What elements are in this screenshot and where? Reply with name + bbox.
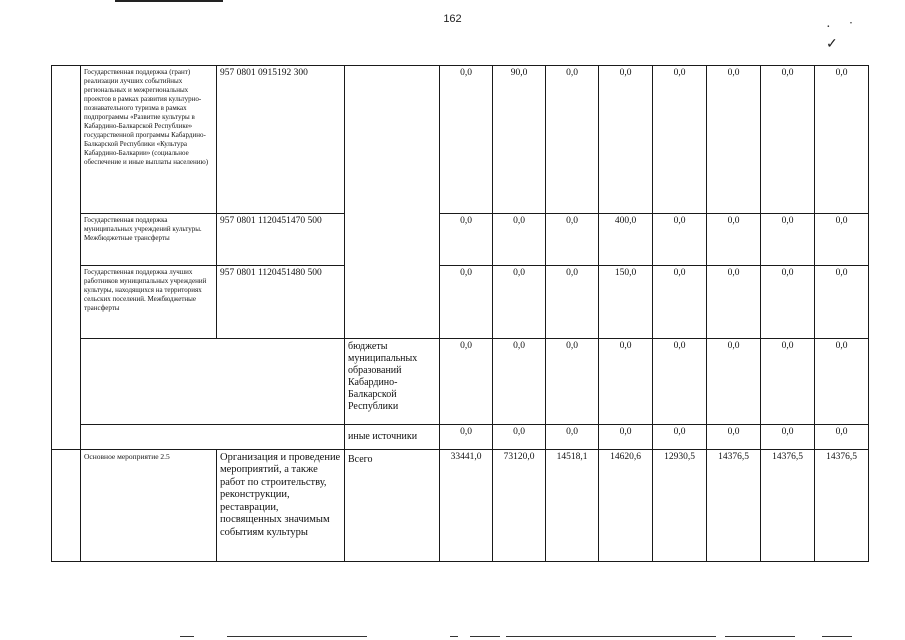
scan-line [725,636,795,637]
value-cell: 73120,0 [493,449,546,561]
value-cell: 0,0 [707,266,761,338]
value-cell: 0,0 [440,266,493,338]
source-cell [345,66,440,339]
empty-merged-cell [81,424,345,449]
value-cell: 0,0 [815,338,869,424]
value-cell: 150,0 [599,266,653,338]
scan-line [822,636,852,637]
value-cell: 0,0 [493,338,546,424]
value-cell: 12930,5 [653,449,707,561]
scan-line [180,636,194,637]
value-cell: 0,0 [815,266,869,338]
value-cell: 0,0 [440,424,493,449]
scan-line [470,636,500,637]
value-cell: 0,0 [546,66,599,214]
scan-artifact-top [115,0,223,2]
funding-source: бюджеты муниципальных образований Кабардино-Балкарской Республики [345,338,440,424]
value-cell: 0,0 [546,266,599,338]
value-cell: 0,0 [653,338,707,424]
row-code: 957 0801 1120451470 500 [217,214,345,266]
value-cell: 0,0 [653,424,707,449]
value-cell: 0,0 [599,338,653,424]
scan-line [506,636,716,637]
scan-line [450,636,458,637]
value-cell: 0,0 [815,66,869,214]
value-cell: 0,0 [493,266,546,338]
value-cell: 0,0 [653,66,707,214]
value-cell: 0,0 [761,266,815,338]
value-cell: 0,0 [761,214,815,266]
value-cell: 14376,5 [761,449,815,561]
value-cell: 0,0 [707,338,761,424]
row-description: Государственная поддержка (грант) реализации лучших событийных региональных и межрегиональных проектов в рамках развития культурно-познавательного туризма в рамках подпрограммы «Развитие культуры в Кабардино-Балкарской Республике» государственной программы Кабардино-Балкарской Республики «Культура Кабардино-Балкарии» (социальное обеспечение и иные выплаты населению) [81,66,217,214]
value-cell: 0,0 [493,214,546,266]
value-cell: 0,0 [653,214,707,266]
value-cell: 0,0 [815,424,869,449]
value-cell: 0,0 [761,424,815,449]
value-cell: 400,0 [599,214,653,266]
value-cell: 0,0 [440,214,493,266]
table-row [52,266,869,338]
funding-source: Всего [345,449,440,561]
value-cell: 0,0 [599,66,653,214]
row-description: Государственная поддержка муниципальных учреждений культуры. Межбюджетные трансферты [81,214,217,266]
row-code: 957 0801 1120451480 500 [217,266,345,338]
activity-label: Основное мероприятие 2.5 [81,449,217,561]
funding-source: иные источники [345,424,440,449]
page-number: 162 [443,13,462,25]
value-cell: 0,0 [599,424,653,449]
value-cell: 33441,0 [440,449,493,561]
value-cell: 14518,1 [546,449,599,561]
corner-marks: ·˙ ✓ [826,20,872,52]
table-row [52,214,869,266]
value-cell: 14376,5 [815,449,869,561]
row-description: Государственная поддержка лучших работников муниципальных учреждений культуры, находящихся на территориях сельских поселений. Межбюджетные трансферты [81,266,217,338]
value-cell: 0,0 [761,66,815,214]
value-cell: 0,0 [707,424,761,449]
row-description: Организация и проведение мероприятий, а также работ по строительству, реконструкции, реставрации, посвященных значимым событиям культуры [217,449,345,561]
value-cell: 0,0 [707,214,761,266]
value-cell: 0,0 [815,214,869,266]
table-row [52,449,869,561]
value-cell: 0,0 [546,338,599,424]
value-cell: 14376,5 [707,449,761,561]
index-cell [52,449,81,561]
value-cell: 0,0 [653,266,707,338]
value-cell: 0,0 [440,338,493,424]
scan-line [227,636,367,637]
row-code: 957 0801 0915192 300 [217,66,345,214]
value-cell: 0,0 [440,66,493,214]
budget-table [51,65,869,562]
value-cell: 0,0 [546,214,599,266]
value-cell: 0,0 [546,424,599,449]
value-cell: 0,0 [493,424,546,449]
table-row [52,66,869,214]
table-row [52,338,869,424]
value-cell: 14620,6 [599,449,653,561]
empty-merged-cell [81,338,345,424]
value-cell: 0,0 [707,66,761,214]
table-row [52,424,869,449]
value-cell: 90,0 [493,66,546,214]
index-cell [52,66,81,450]
value-cell: 0,0 [761,338,815,424]
